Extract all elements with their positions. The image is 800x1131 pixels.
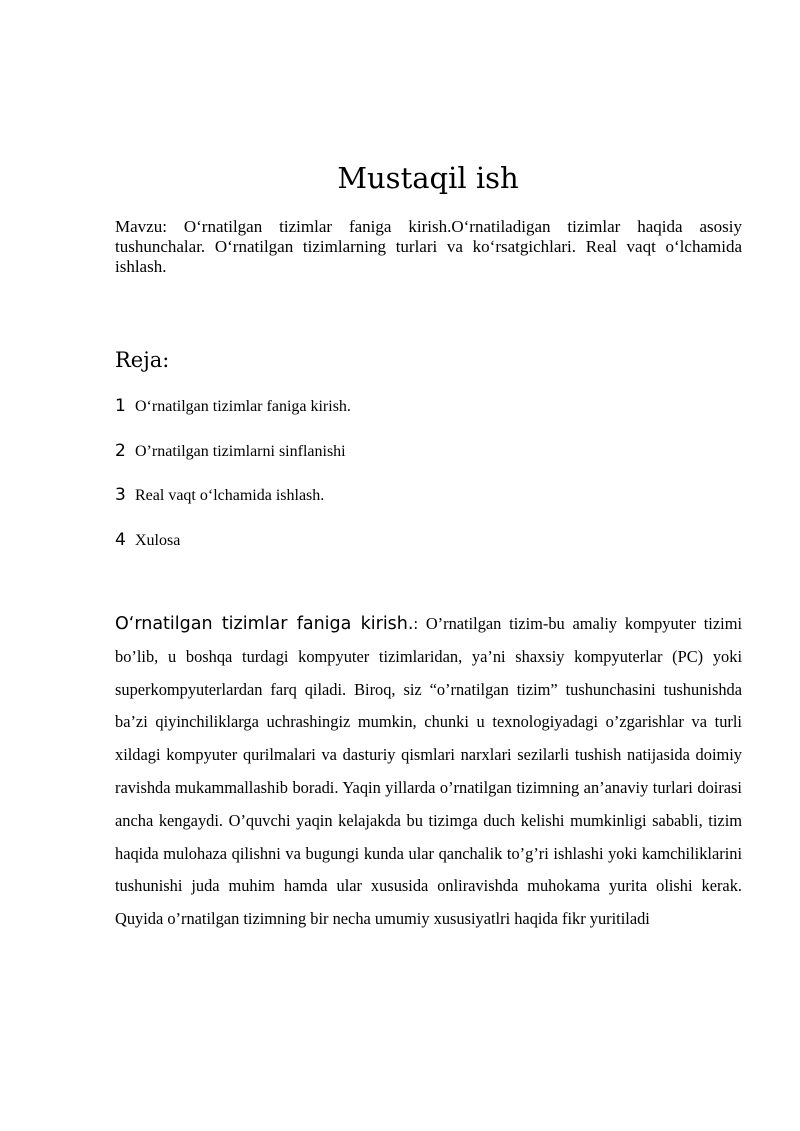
plan-item-text: Real vaqt o‘lchamida ishlash.	[135, 487, 325, 504]
plan-item	[115, 528, 351, 573]
plan-heading: Reja:	[115, 348, 170, 372]
plan-item	[115, 439, 351, 484]
plan-item	[115, 394, 351, 439]
plan-item-text: O’rnatilgan tizimlarni sinflanishi	[135, 442, 346, 460]
plan-list	[115, 394, 351, 572]
section-text: : O’rnatilgan tizim-bu amaliy kompyuter tizimi bo’lib, u boshqa turdagi kompyuter tizimlaridan, ya’ni shaxsiy kompyuterlar (PC) yoki superkompyuterlardan farq qiladi. Biroq, siz “o’rnatilgan tizim” tushunchasini tushunishda ba’zi qiyinchiliklarga uchrashingiz mumkin, chunki u texnologiyadagi o’zgarishlar va turli xildagi kompyuter qurilmalari va dasturiy qismlari narxlari sezilarli tushish natijasida doimiy ravishda mukammallashib boradi. Yaqin yillarda o’rnatilgan tizimning an’anaviy turlari doirasi ancha kengaydi. O’quvchi yaqin kelajakda bu tizimga duch kelishi mumkinligi sababli, tizim haqida mulohaza qilishni va bugungi kunda ular qanchalik to’g’ri ishlashi yoki kamchiliklarini tushunishi juda muhim hamda ular xususida onliravishda muhokama yurita olishi kerak. Quyida o’rnatilgan tizimning bir necha umumiy xususiyatlri haqida fikr yuritiladi	[115, 614, 742, 929]
document-title: Mustaqil ish	[337, 161, 519, 195]
plan-item-number: 2	[115, 440, 126, 461]
plan-item	[115, 483, 351, 528]
section-lead: O‘rnatilgan tizimlar faniga kirish.	[115, 614, 414, 634]
plan-item-text: Xulosa	[135, 531, 181, 549]
plan-item-number: 1	[115, 396, 126, 416]
plan-item-text: O‘rnatilgan tizimlar faniga kirish.	[135, 398, 351, 415]
plan-item-number: 3	[115, 485, 126, 505]
section-paragraph	[115, 608, 742, 936]
topic-paragraph: Mavzu: O‘rnatilgan tizimlar faniga kirish.O‘rnatiladigan tizimlar haqida asosiy tushunchalar. O‘rnatilgan tizimlarning turlari va ko‘rsatgichlari. Real vaqt o‘lchamida ishlash.	[115, 217, 742, 276]
plan-item-number: 4	[115, 529, 126, 550]
